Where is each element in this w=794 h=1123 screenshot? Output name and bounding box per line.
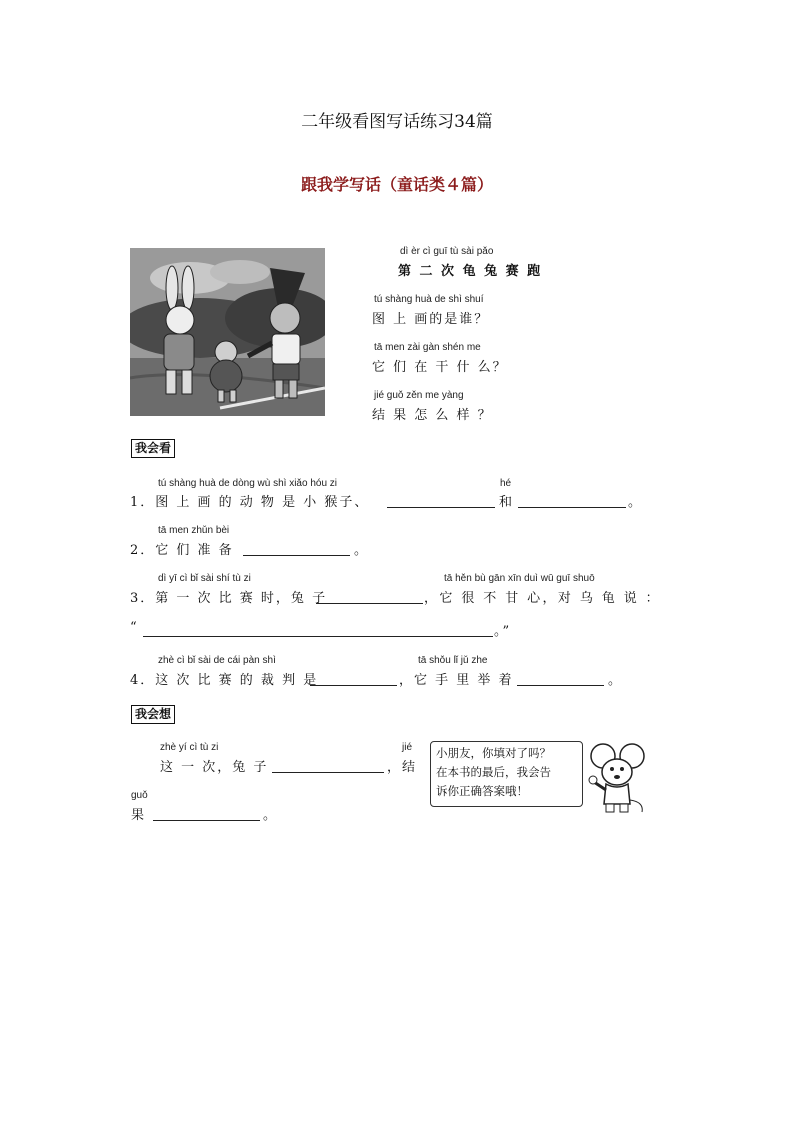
think-pinyin-jie: jié: [402, 742, 413, 753]
think-blank-a[interactable]: [272, 772, 384, 773]
item-1-blank-a[interactable]: [387, 507, 495, 508]
item-4-text-b: ，它 手 里 举 着: [399, 673, 514, 688]
bubble-line-2: 在本书的最后，我会告: [436, 765, 551, 779]
item-4-blank-b[interactable]: [517, 685, 604, 686]
item-1-pinyin-he: hé: [500, 478, 512, 489]
item-1-pinyin: tú shàng huà de dòng wù shì xiǎo hóu zi: [158, 478, 338, 489]
illustration-rabbit-turtle-monkey: [130, 248, 325, 416]
question-2-pinyin: tā men zài gàn shén me: [374, 342, 481, 353]
question-1-pinyin: tú shàng huà de shì shuí: [374, 294, 484, 305]
item-3-pinyin-b: tā hěn bù gān xīn duì wū guī shuō: [444, 573, 595, 584]
item-1-blank-b[interactable]: [518, 507, 626, 508]
item-3-blank-a[interactable]: [316, 603, 423, 604]
item-4-pinyin-b: tā shǒu lǐ jǔ zhe: [418, 655, 488, 666]
bubble-line-3: 诉你正确答案哦！: [436, 784, 528, 798]
item-1-text: 1．图 上 画 的 动 物 是 小 猴子、: [130, 495, 370, 510]
mouse-mascot-icon: [586, 742, 648, 816]
item-2-text: 2．它 们 准 备: [130, 543, 234, 558]
story-title-pinyin: dì èr cì guī tù sài pǎo: [400, 246, 494, 257]
section-label-look: 我会看: [131, 439, 175, 458]
item-2-pinyin: tā men zhǔn bèi: [158, 525, 230, 536]
think-pinyin: zhè yí cì tù zi: [160, 742, 219, 753]
question-3: 结 果 怎 么 样 ？: [372, 408, 493, 423]
item-3-close: 。”: [494, 624, 512, 639]
item-3-blank-quote[interactable]: [143, 636, 493, 637]
item-2-blank[interactable]: [243, 555, 350, 556]
item-1-text-he: 和: [499, 495, 515, 510]
item-4-end: 。: [608, 673, 624, 688]
item-3-open-quote: “: [130, 620, 139, 635]
item-2-end: 。: [354, 543, 370, 558]
think-pinyin-guo: guǒ: [131, 790, 148, 801]
item-3-pinyin: dì yī cì bǐ sài shí tù zi: [158, 573, 251, 584]
item-4-pinyin: zhè cì bǐ sài de cái pàn shì: [158, 655, 276, 666]
page-title: 二年级看图写话练习34篇: [301, 112, 493, 132]
think-text: 这 一 次，兔 子: [160, 760, 269, 775]
think-end: 。: [263, 808, 279, 823]
story-title: 第 二 次 龟 兔 赛 跑: [398, 264, 543, 279]
item-1-end: 。: [628, 495, 644, 510]
question-2: 它 们 在 干 什 么？: [372, 360, 508, 375]
item-3-text: 3．第 一 次 比 赛 时，兔 子: [130, 591, 328, 606]
question-1: 图 上 画的是谁？: [372, 312, 490, 327]
page-subtitle: 跟我学写话（童话类４篇）: [300, 175, 493, 194]
section-label-think: 我会想: [131, 705, 175, 724]
think-text-jie: ，结: [387, 760, 418, 775]
think-text-guo: 果: [131, 808, 147, 823]
bubble-line-1: 小朋友，你填对了吗？: [436, 746, 551, 760]
item-4-text: 4．这 次 比 赛 的 裁 判 是: [130, 673, 319, 688]
item-3-text-b: ，它 很 不 甘 心，对 乌 龟 说 ：: [424, 591, 662, 606]
speech-bubble: [430, 741, 583, 807]
question-3-pinyin: jié guǒ zěn me yàng: [374, 390, 464, 401]
item-4-blank-a[interactable]: [310, 685, 397, 686]
think-blank-b[interactable]: [153, 820, 260, 821]
